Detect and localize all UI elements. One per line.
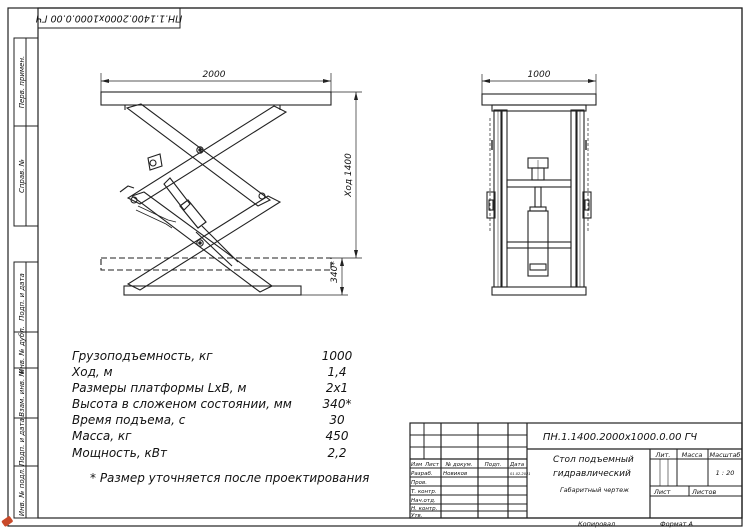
spec-row: [72, 348, 362, 364]
row-nach-otd: Нач.отд.: [411, 498, 436, 504]
col-izm: Изм: [411, 462, 423, 468]
stroke-dimension: Ход 1400: [344, 153, 354, 197]
developer-date: 01.02.2021: [510, 472, 531, 476]
format-label: Формат А: [660, 520, 693, 528]
spec-label: Высота в сложеном состоянии, мм: [72, 397, 292, 412]
strip-podp-data-1: Подп. и дата: [18, 273, 26, 321]
spec-value: 450: [325, 429, 349, 444]
spec-value: 2x1: [325, 381, 349, 396]
product-name-line1: Стол подъемный: [553, 455, 634, 465]
spec-table: [72, 348, 362, 461]
mirrored-drawing-code: ПН.1.1400.2000х1000.0.00 ГЧ: [35, 12, 183, 24]
spec-label: Мощность, кВт: [72, 445, 167, 460]
developer-name: Новиков: [443, 471, 468, 477]
footnote: * Размер уточняется после проектирования: [90, 471, 370, 485]
copied-label: Копировал: [578, 520, 616, 528]
spec-label: Время подъема, с: [72, 413, 186, 428]
product-name-line2: гидравлический: [553, 469, 631, 479]
spec-row: [72, 412, 362, 428]
front-width-dimension: 1000: [527, 70, 551, 80]
row-prov: Пров.: [411, 480, 427, 486]
spec-value: 340*: [322, 397, 352, 412]
col-signature: Подп.: [484, 462, 502, 468]
scale-label: Масштаб: [709, 451, 741, 459]
title-block-code: ПН.1.1400.2000х1000.0.00 ГЧ: [542, 432, 698, 443]
side-width-dimension: 2000: [202, 70, 226, 80]
spec-label: Ход, м: [72, 365, 113, 380]
spec-label: Размеры платформы LxB, м: [72, 381, 247, 396]
spec-row: [72, 396, 362, 412]
mirrored-code-box: [35, 8, 182, 28]
col-date: Дата: [509, 462, 525, 468]
row-razrab: Разраб.: [411, 471, 433, 477]
strip-vzam-inv: Взам. инв. №: [18, 369, 26, 417]
spec-row: [72, 380, 362, 396]
strip-inv-podl: Инв. № подл.: [18, 467, 26, 517]
spec-value: 2,2: [327, 445, 347, 460]
spec-label: Грузоподъемность, кг: [72, 349, 213, 363]
row-nkontr: Н. контр.: [411, 506, 438, 512]
scale-value: 1 : 20: [715, 469, 735, 477]
folded-height-dimension: 340*: [330, 261, 340, 283]
row-utv: Утв.: [411, 513, 423, 519]
spec-row: [72, 364, 362, 380]
document-type: Габаритный чертеж: [560, 486, 630, 494]
col-doc-no: № докум.: [445, 462, 473, 468]
strip-sprav-no: Справ. №: [18, 158, 26, 194]
strip-inv-dubl: Инв. № дубл.: [18, 326, 26, 374]
spec-value: 1000: [321, 349, 353, 363]
sheet-label: Лист: [654, 488, 671, 496]
side-view: [101, 73, 362, 295]
sheets-label: Листов: [692, 488, 717, 496]
mass-label: Масса: [681, 451, 703, 459]
spec-value: 30: [329, 413, 345, 428]
spec-value: 1,4: [327, 365, 347, 380]
spec-label: Масса, кг: [72, 429, 132, 444]
strip-podp-data-2: Подп. и дата: [18, 418, 26, 466]
spec-row: [72, 428, 362, 444]
spec-row: [72, 445, 362, 461]
row-tkontr: Т. контр.: [411, 489, 437, 495]
strip-perv-primen: Перв. примен.: [18, 55, 26, 109]
front-view: [482, 74, 596, 295]
lit-label: Лит.: [655, 451, 671, 459]
col-list: Лист: [425, 462, 439, 468]
